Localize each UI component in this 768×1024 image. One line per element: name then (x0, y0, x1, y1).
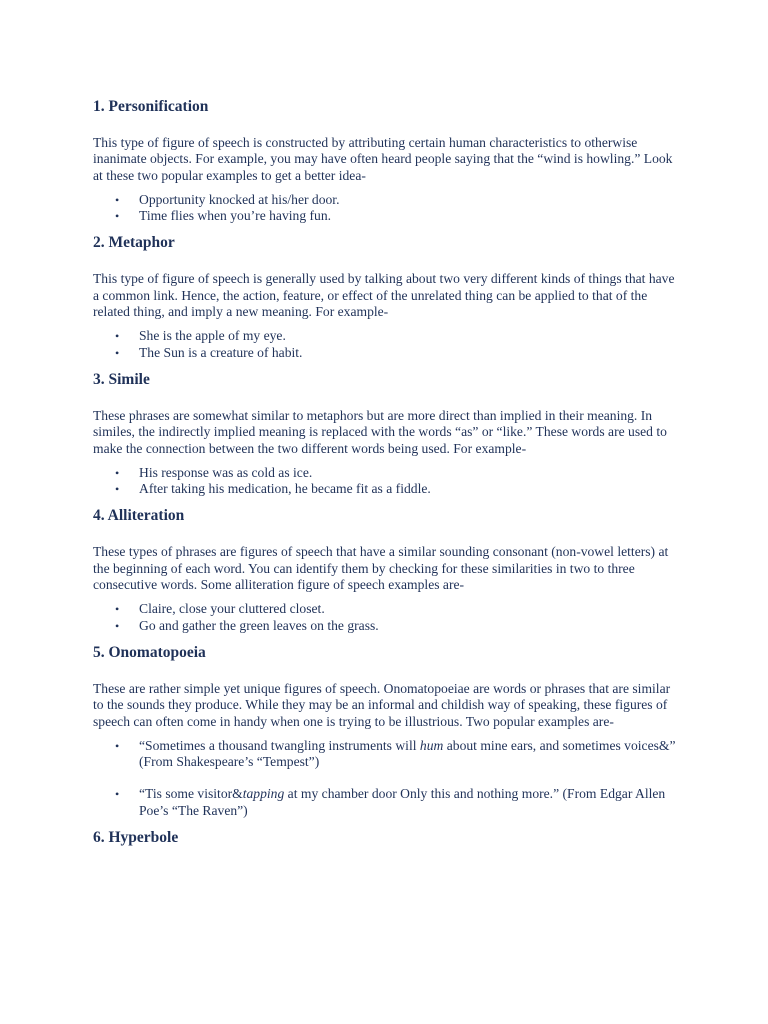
section-heading-alliteration: 4. Alliteration (93, 507, 185, 525)
section-heading-simile: 3. Simile (93, 370, 150, 388)
list-item: • The Sun is a creature of habit. (93, 345, 683, 361)
section-paragraph-metaphor: This type of figure of speech is generally used by talking about two very different kinds of things that have a common link. Hence, the action, feature, or effect of the unrelated thing can be applied to that of the related thing, and imply a new meaning. For example- (93, 271, 675, 320)
quote-emphasis: tapping (242, 786, 285, 802)
section-heading-personification: 1. Personification (93, 98, 209, 115)
list-item: • Time flies when you’re having fun. (93, 208, 683, 224)
quote-text: at my chamber door Only this and nothing more.” (From Edgar Allen Poe’s “The Raven”) (139, 786, 666, 818)
quote-text: “Tis some visitor& (139, 786, 243, 802)
example-list-personification (93, 192, 683, 225)
document-content (93, 96, 683, 849)
section-heading-hyperbole: 6. Hyperbole (93, 829, 179, 847)
example-list-onomatopoeia (93, 738, 683, 819)
quote-text: about mine ears, and sometimes voices&” (From Shakespeare’s “Tempest”) (139, 737, 676, 770)
list-item (93, 738, 683, 771)
list-item: • Opportunity knocked at his/her door. (93, 192, 683, 208)
section-heading-metaphor: 2. Metaphor (93, 234, 175, 252)
example-list-metaphor (93, 328, 683, 361)
list-item: • His response was as cold as ice. (93, 465, 683, 481)
list-spacer (93, 770, 683, 786)
list-item: • After taking his medication, he became fit as a fiddle. (93, 481, 683, 497)
section-paragraph-personification: This type of figure of speech is constructed by attributing certain human characteristics to otherwise inanimate objects. For example, you may have often heard people saying that the “wind is howling.” Look at these two popular examples to get a better idea- (93, 135, 673, 183)
list-item: • Claire, close your cluttered closet. (93, 601, 683, 617)
example-list-simile (93, 465, 683, 498)
list-item (93, 786, 683, 819)
section-heading-onomatopoeia: 5. Onomatopoeia (93, 643, 206, 661)
example-list-alliteration (93, 601, 683, 634)
list-item: • She is the apple of my eye. (93, 328, 683, 344)
quote-emphasis: hum (419, 737, 444, 753)
section-paragraph-simile: These phrases are somewhat similar to metaphors but are more direct than implied in their meaning. In similes, the indirectly implied meaning is replaced with the words “as” or “like.” These words are used to make the connection between the two different words being used. For example- (93, 407, 667, 456)
section-paragraph-alliteration: These types of phrases are figures of speech that have a similar sounding consonant (non-vowel letters) at the beginning of each word. You can identify them by checking for these similarities in two to three consecutive words. Some alliteration figure of speech examples are- (93, 544, 669, 593)
section-paragraph-onomatopoeia: These are rather simple yet unique figures of speech. Onomatopoeiae are words or phrases that are similar to the sounds they produce. While they may be an informal and childish way of speaking, these figures of speech can often come in handy when one is trying to be illustrious. Two popular examples are- (93, 680, 671, 729)
list-item: • Go and gather the green leaves on the grass. (93, 618, 683, 634)
quote-text: “Sometimes a thousand twangling instruments will (139, 737, 420, 753)
